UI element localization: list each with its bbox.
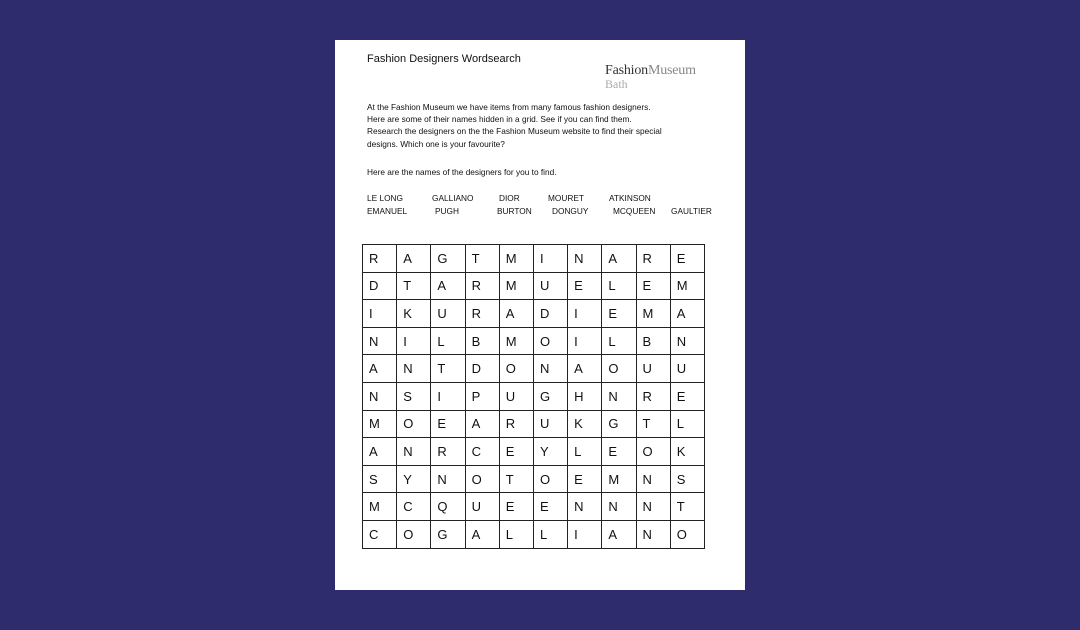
grid-cell[interactable]: R: [363, 245, 397, 273]
grid-cell[interactable]: O: [533, 327, 567, 355]
grid-cell[interactable]: Q: [431, 493, 465, 521]
grid-cell[interactable]: E: [568, 465, 602, 493]
grid-cell[interactable]: M: [499, 327, 533, 355]
designer-name: ATKINSON: [609, 193, 651, 203]
grid-cell[interactable]: G: [533, 382, 567, 410]
grid-row: [363, 520, 705, 548]
grid-cell[interactable]: U: [533, 272, 567, 300]
grid-cell[interactable]: L: [499, 520, 533, 548]
grid-cell[interactable]: T: [670, 493, 704, 521]
grid-cell[interactable]: N: [636, 493, 670, 521]
grid-cell[interactable]: I: [568, 327, 602, 355]
grid-cell[interactable]: O: [499, 355, 533, 383]
designer-name: DIOR: [499, 193, 520, 203]
grid-cell[interactable]: N: [568, 493, 602, 521]
grid-cell[interactable]: O: [533, 465, 567, 493]
grid-cell[interactable]: I: [568, 520, 602, 548]
grid-cell[interactable]: E: [670, 245, 704, 273]
designer-name: GAULTIER: [671, 206, 712, 216]
grid-cell[interactable]: A: [670, 300, 704, 328]
grid-cell[interactable]: C: [465, 438, 499, 466]
grid-cell[interactable]: M: [499, 272, 533, 300]
grid-cell[interactable]: E: [602, 438, 636, 466]
grid-cell[interactable]: L: [602, 327, 636, 355]
logo-word-museum: Museum: [647, 63, 696, 78]
grid-cell[interactable]: T: [465, 245, 499, 273]
designer-name: MCQUEEN: [613, 206, 656, 216]
grid-cell[interactable]: S: [397, 382, 431, 410]
grid-cell[interactable]: S: [670, 465, 704, 493]
grid-cell[interactable]: O: [636, 438, 670, 466]
grid-cell[interactable]: P: [465, 382, 499, 410]
grid-cell[interactable]: Y: [397, 465, 431, 493]
grid-cell[interactable]: B: [465, 327, 499, 355]
grid-cell[interactable]: Y: [533, 438, 567, 466]
grid-cell[interactable]: B: [636, 327, 670, 355]
grid-cell[interactable]: N: [568, 245, 602, 273]
grid-cell[interactable]: O: [670, 520, 704, 548]
grid-cell[interactable]: E: [568, 272, 602, 300]
grid-cell[interactable]: E: [499, 438, 533, 466]
grid-cell[interactable]: E: [431, 410, 465, 438]
grid-cell[interactable]: C: [397, 493, 431, 521]
grid-row: [363, 382, 705, 410]
grid-cell[interactable]: O: [397, 410, 431, 438]
grid-cell[interactable]: U: [636, 355, 670, 383]
grid-cell[interactable]: M: [363, 410, 397, 438]
grid-cell[interactable]: A: [363, 438, 397, 466]
grid-cell[interactable]: I: [397, 327, 431, 355]
wordsearch-grid: [362, 244, 705, 549]
designer-name: MOURET: [548, 193, 584, 203]
intro-line: designs. Which one is your favourite?: [367, 138, 505, 149]
grid-cell[interactable]: U: [465, 493, 499, 521]
grid-row: [363, 300, 705, 328]
page-title: Fashion Designers Wordsearch: [367, 53, 521, 65]
grid-cell[interactable]: M: [363, 493, 397, 521]
grid-cell[interactable]: S: [363, 465, 397, 493]
grid-cell[interactable]: L: [602, 272, 636, 300]
fashion-museum-logo: [605, 64, 696, 90]
grid-cell[interactable]: A: [499, 300, 533, 328]
grid-cell[interactable]: A: [431, 272, 465, 300]
grid-cell[interactable]: N: [397, 438, 431, 466]
grid-cell[interactable]: N: [363, 327, 397, 355]
wordsearch-sheet: [335, 40, 745, 590]
grid-cell[interactable]: N: [431, 465, 465, 493]
grid-cell[interactable]: D: [533, 300, 567, 328]
grid-cell[interactable]: N: [533, 355, 567, 383]
grid-cell[interactable]: E: [602, 300, 636, 328]
grid-row: [363, 245, 705, 273]
intro-text: [367, 101, 727, 150]
grid-row: [363, 438, 705, 466]
designer-name: BURTON: [497, 206, 532, 216]
logo-word-fashion: Fashion: [605, 63, 648, 78]
grid-cell[interactable]: R: [499, 410, 533, 438]
grid-cell[interactable]: O: [397, 520, 431, 548]
grid-cell[interactable]: K: [670, 438, 704, 466]
grid-cell[interactable]: L: [431, 327, 465, 355]
grid-cell[interactable]: L: [533, 520, 567, 548]
grid-cell[interactable]: N: [602, 493, 636, 521]
grid-cell[interactable]: A: [397, 245, 431, 273]
grid-cell[interactable]: N: [602, 382, 636, 410]
grid-cell[interactable]: I: [568, 300, 602, 328]
grid-cell[interactable]: N: [363, 382, 397, 410]
grid-cell[interactable]: C: [363, 520, 397, 548]
grid-cell[interactable]: I: [431, 382, 465, 410]
logo-word-bath: Bath: [605, 77, 628, 91]
grid-cell[interactable]: O: [465, 465, 499, 493]
grid-cell[interactable]: E: [533, 493, 567, 521]
grid-row: [363, 272, 705, 300]
grid-cell[interactable]: L: [670, 410, 704, 438]
grid-cell[interactable]: M: [670, 272, 704, 300]
designer-name: PUGH: [435, 206, 459, 216]
grid-cell[interactable]: T: [397, 272, 431, 300]
grid-cell[interactable]: A: [465, 410, 499, 438]
grid-cell[interactable]: M: [602, 465, 636, 493]
designer-name: DONGUY: [552, 206, 589, 216]
grid-cell[interactable]: T: [499, 465, 533, 493]
designer-name: LE LONG: [367, 193, 403, 203]
intro-line: At the Fashion Museum we have items from many famous fashion designers.: [367, 102, 651, 112]
designer-name: EMANUEL: [367, 206, 408, 216]
grid-row: [363, 465, 705, 493]
grid-cell[interactable]: L: [568, 438, 602, 466]
grid-row: [363, 355, 705, 383]
grid-cell[interactable]: T: [636, 410, 670, 438]
grid-cell[interactable]: A: [568, 355, 602, 383]
grid-cell[interactable]: K: [397, 300, 431, 328]
grid-cell[interactable]: T: [431, 355, 465, 383]
grid-row: [363, 410, 705, 438]
grid-cell[interactable]: R: [465, 272, 499, 300]
find-prompt: Here are the names of the designers for you to find.: [367, 167, 557, 177]
designer-name: GALLIANO: [432, 193, 474, 203]
grid-cell[interactable]: R: [465, 300, 499, 328]
grid-cell[interactable]: R: [636, 382, 670, 410]
grid-cell[interactable]: N: [636, 465, 670, 493]
intro-line: Here are some of their names hidden in a grid. See if you can find them.: [367, 114, 632, 125]
grid-cell[interactable]: R: [431, 438, 465, 466]
grid-cell[interactable]: E: [499, 493, 533, 521]
grid-cell[interactable]: E: [636, 272, 670, 300]
grid-cell[interactable]: A: [465, 520, 499, 548]
grid-cell[interactable]: E: [670, 382, 704, 410]
grid-cell[interactable]: G: [431, 520, 465, 548]
grid-cell[interactable]: A: [602, 520, 636, 548]
grid-cell[interactable]: G: [431, 245, 465, 273]
grid-cell[interactable]: U: [533, 410, 567, 438]
grid-cell[interactable]: K: [568, 410, 602, 438]
grid-row: [363, 493, 705, 521]
grid-cell[interactable]: U: [431, 300, 465, 328]
grid-cell[interactable]: I: [533, 245, 567, 273]
grid-cell[interactable]: A: [363, 355, 397, 383]
grid-cell[interactable]: N: [397, 355, 431, 383]
intro-line: Research the designers on the the Fashion Museum website to find their special: [367, 126, 662, 137]
grid-cell[interactable]: U: [499, 382, 533, 410]
grid-cell[interactable]: A: [602, 245, 636, 273]
grid-cell[interactable]: U: [670, 355, 704, 383]
grid-cell[interactable]: O: [602, 355, 636, 383]
grid-cell[interactable]: M: [636, 300, 670, 328]
grid-cell[interactable]: H: [568, 382, 602, 410]
grid-cell[interactable]: D: [363, 272, 397, 300]
grid-row: [363, 327, 705, 355]
grid-cell[interactable]: R: [636, 245, 670, 273]
grid-cell[interactable]: G: [602, 410, 636, 438]
grid-cell[interactable]: D: [465, 355, 499, 383]
grid-cell[interactable]: M: [499, 245, 533, 273]
grid-cell[interactable]: N: [670, 327, 704, 355]
grid-cell[interactable]: I: [363, 300, 397, 328]
grid-cell[interactable]: N: [636, 520, 670, 548]
